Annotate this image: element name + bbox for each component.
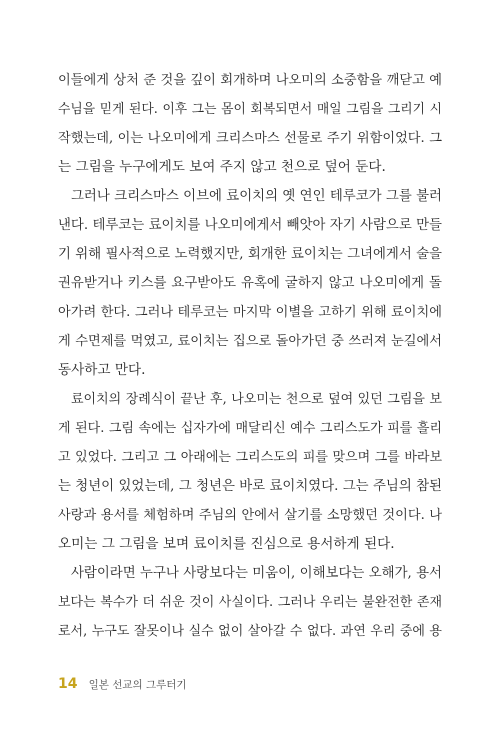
text-line: 오미는 그 그림을 보며 료이치를 진심으로 용서하게 된다. bbox=[58, 536, 395, 552]
text-line: 기 위해 필사적으로 노력했지만, 회개한 료이치는 그녀에게서 술을 bbox=[58, 247, 442, 262]
text-line: 는 그림을 누구에게도 보여 주지 않고 천으로 덮어 둔다. bbox=[58, 159, 386, 175]
text-line: 그러나 크리스마스 이브에 료이치의 옛 연인 테루코가 그를 불러 bbox=[71, 189, 442, 204]
text-line: 동사하고 만다. bbox=[58, 362, 146, 378]
text-line: 낸다. 테루코는 료이치를 나오미에게서 빼앗아 자기 사람으로 만들 bbox=[58, 218, 442, 233]
page-footer bbox=[58, 673, 187, 692]
text-line: 게 수면제를 먹였고, 료이치는 집으로 돌아가던 중 쓰러져 눈길에서 bbox=[58, 334, 442, 349]
text-line: 보다는 복수가 더 쉬운 것이 사실이다. 그러나 우리는 불완전한 존재 bbox=[58, 595, 442, 610]
text-line: 이들에게 상처 준 것을 깊이 회개하며 나오미의 소중함을 깨닫고 예 bbox=[58, 73, 442, 88]
text-line: 는 청년이 있었는데, 그 청년은 바로 료이치였다. 그는 주님의 참된 bbox=[58, 479, 442, 494]
text-line: 고 있었다. 그리고 그 아래에는 그리스도의 피를 맞으며 그를 바라보 bbox=[58, 450, 442, 465]
text-line: 권유받거나 키스를 요구받아도 유혹에 굴하지 않고 나오미에게 돌 bbox=[58, 276, 442, 291]
text-line: 아가려 한다. 그러나 테루코는 마지막 이별을 고하기 위해 료이치에 bbox=[58, 305, 442, 320]
running-title: 일본 선교의 그루터기 bbox=[88, 679, 187, 691]
body-text bbox=[58, 66, 442, 646]
text-line: 사랑과 용서를 체험하며 주님의 안에서 살기를 소망했던 것이다. 나 bbox=[58, 508, 442, 523]
text-line: 작했는데, 이는 나오미에게 크리스마스 선물로 주기 위함이었다. 그 bbox=[58, 131, 442, 146]
page-number: 14 bbox=[58, 676, 78, 692]
text-line: 로서, 누구도 잘못이나 실수 없이 살아갈 수 없다. 과연 우리 중에 용 bbox=[58, 624, 442, 639]
text-line: 수님을 믿게 된다. 이후 그는 몸이 회복되면서 매일 그림을 그리기 시 bbox=[58, 102, 442, 117]
text-line: 게 된다. 그림 속에는 십자가에 매달리신 예수 그리스도가 피를 흘리 bbox=[58, 421, 442, 436]
text-line: 료이치의 장례식이 끝난 후, 나오미는 천으로 덮여 있던 그림을 보 bbox=[71, 392, 442, 407]
text-line: 사람이라면 누구나 사랑보다는 미움이, 이해보다는 오해가, 용서 bbox=[71, 566, 442, 581]
